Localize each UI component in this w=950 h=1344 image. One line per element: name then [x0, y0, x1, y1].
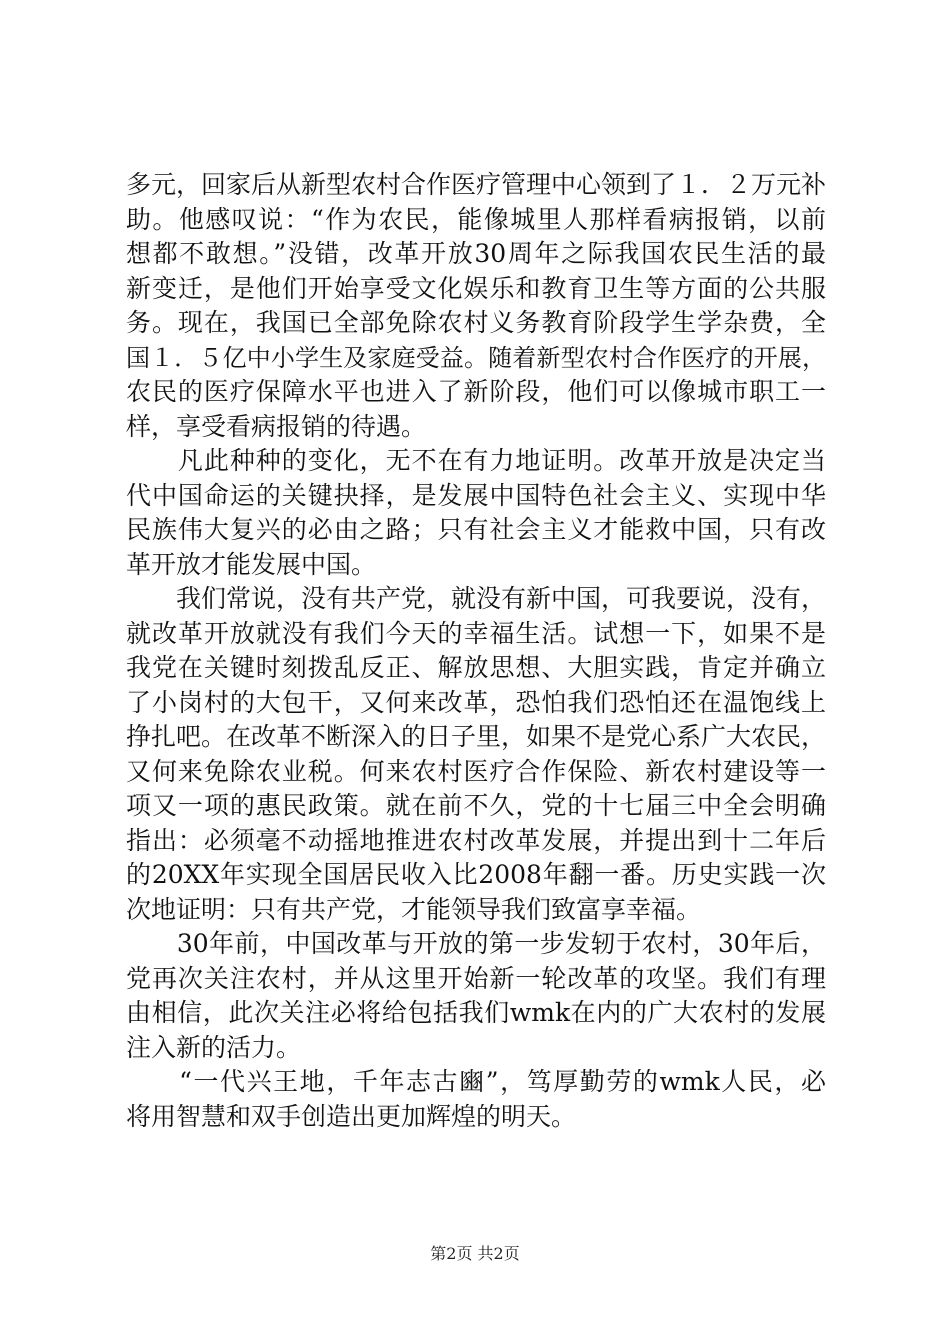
- text-line: 就改革开放就没有我们今天的幸福生活。试想一下，如果不是: [126, 618, 826, 648]
- text-line: 革开放才能发展中国。: [126, 549, 377, 579]
- text-line: 由相信，此次关注必将给包括我们wmk在内的广大农村的发展: [126, 998, 826, 1027]
- text-line: 党再次关注农村，并从这里开始新一轮改革的攻坚。我们有理: [126, 963, 826, 993]
- text-line: 凡此种种的变化，无不在有力地证明。改革开放是决定当: [126, 446, 826, 475]
- page-footer: 第2页 共2页: [430, 1244, 520, 1263]
- text-line: 的20XX年实现全国居民收入比2008年翻一番。历史实践一次: [126, 860, 826, 889]
- text-line: 新变迁，是他们开始享受文化娱乐和教育卫生等方面的公共服: [126, 273, 826, 303]
- text-line: 想都不敢想。”没错，改革开放30周年之际我国农民生活的最: [126, 239, 826, 268]
- text-line: 30年前，中国改革与开放的第一步发轫于农村，30年后，: [126, 929, 826, 958]
- text-line: 助。他感叹说：“作为农民，能像城里人那样看病报销，以前: [126, 204, 826, 234]
- text-line: 又何来免除农业税。何来农村医疗合作保险、新农村建设等一: [126, 756, 826, 786]
- text-line: 注入新的活力。: [126, 1032, 302, 1062]
- text-line: 将用智慧和双手创造出更加辉煌的明天。: [126, 1101, 577, 1131]
- text-line: “一代兴王地，千年志古豳”，笃厚勤劳的wmk人民，必: [126, 1067, 826, 1096]
- text-line: 挣扎吧。在改革不断深入的日子里，如果不是党心系广大农民，: [126, 722, 827, 751]
- body-text: [126, 168, 826, 1134]
- text-line: 民族伟大复兴的必由之路；只有社会主义才能救中国，只有改: [126, 515, 826, 544]
- text-line: 我党在关键时刻拨乱反正、解放思想、大胆实践，肯定并确立: [126, 653, 826, 682]
- text-line: 务。现在，我国已全部免除农村义务教育阶段学生学杂费，全: [126, 308, 826, 337]
- text-line: 农民的医疗保障水平也进入了新阶段，他们可以像城市职工一: [126, 377, 826, 406]
- text-line: 次地证明：只有共产党，才能领导我们致富享幸福。: [126, 894, 702, 924]
- text-line: 我们常说，没有共产党，就没有新中国，可我要说，没有，: [126, 584, 827, 613]
- text-line: 指出：必须毫不动摇地推进农村改革发展，并提出到十二年后: [126, 825, 826, 855]
- text-line: 项又一项的惠民政策。就在前不久，党的十七届三中全会明确: [126, 791, 826, 820]
- text-line: 国１．５亿中小学生及家庭受益。随着新型农村合作医疗的开展，: [126, 343, 826, 372]
- text-line: 代中国命运的关键抉择，是发展中国特色社会主义、实现中华: [126, 480, 826, 510]
- text-line: 样，享受看病报销的待遇。: [126, 411, 427, 441]
- text-line: 了小岗村的大包干，又何来改革，恐怕我们恐怕还在温饱线上: [126, 687, 826, 717]
- text-line: 多元，回家后从新型农村合作医疗管理中心领到了１．２万元补: [126, 170, 827, 199]
